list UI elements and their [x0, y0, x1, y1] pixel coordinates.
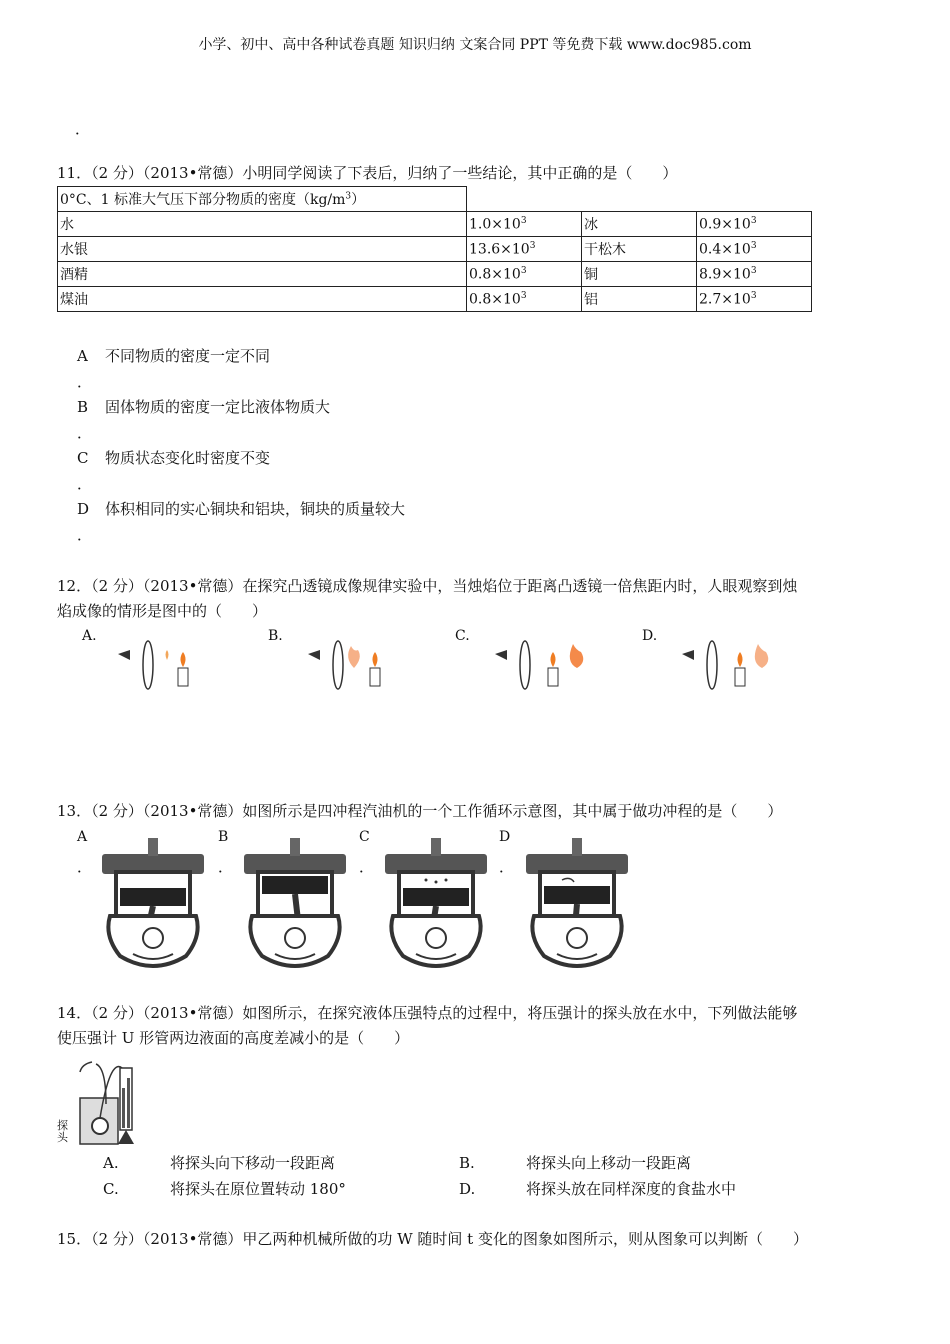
lens-figure-d[interactable] — [674, 640, 774, 695]
q12-label-d[interactable]: D. — [642, 628, 658, 644]
q11-option-d[interactable]: D 体积相同的实心铜块和铝块，铜块的质量较大 — [77, 500, 406, 518]
piston-icon — [403, 888, 469, 906]
q13-label-a[interactable]: A — [77, 829, 88, 845]
option-dot: ． — [218, 858, 234, 876]
eye-icon — [682, 650, 694, 660]
lens-figure-c[interactable] — [487, 640, 587, 695]
q11-option-a[interactable]: A 不同物质的密度一定不同 — [77, 347, 271, 365]
option-dot: ． — [499, 858, 515, 876]
stray-dot: ． — [75, 120, 91, 138]
q11-option-b[interactable]: B 固体物质的密度一定比液体物质大 — [77, 398, 331, 416]
image-flame-icon — [348, 646, 360, 668]
table-title: 0°C、1 标准大气压下部分物质的密度$(kg/m^3)$ — [58, 187, 467, 212]
q14-option-a[interactable]: A. 将探头向下移动一段距离 — [103, 1154, 336, 1172]
engine-figure-c[interactable] — [381, 836, 491, 970]
spark-plug-icon — [290, 838, 300, 856]
q11-stem: 11．（2 分）（2013•常德）小明同学阅读了下表后，归纳了一些结论，其中正确的是（ ） — [57, 164, 678, 182]
option-dot: ． — [77, 475, 93, 493]
page-header: 小学、初中、高中各种试卷真题 知识归纳 文案合同 PPT 等免费下载 www.doc985.com — [198, 37, 752, 53]
option-dot: ． — [77, 424, 93, 442]
image-flame-icon — [570, 644, 583, 668]
option-dot: ． — [359, 858, 375, 876]
q15-stem: 15．（2 分）（2013•常德）甲乙两种机械所做的功 W 随时间 t 变化的图象如图所示，则从图象可以判断（ ） — [57, 1230, 808, 1248]
q13-stem: 13．（2 分）（2013•常德）如图所示是四冲程汽油机的一个工作循环示意图，其中属于做功冲程的是（ ） — [57, 802, 783, 820]
q12-stem-line2: 焰成像的情形是图中的（ ） — [57, 602, 268, 620]
image-flame-icon — [166, 650, 169, 660]
stand-icon — [118, 1130, 134, 1144]
q14-option-c[interactable]: C. 将探头在原位置转动 180° — [103, 1180, 346, 1198]
probe-label: 探头 — [57, 1119, 68, 1144]
flame-icon — [373, 652, 378, 667]
candle-icon — [548, 668, 558, 686]
q12-label-c[interactable]: C. — [455, 628, 470, 644]
lens-figure-a[interactable] — [110, 640, 200, 695]
q12-label-a[interactable]: A. — [82, 628, 97, 644]
table-row: 水银 $13.6\times 10^3$ 干松木 $0.4\times 10^3$ — [58, 237, 812, 262]
spark-plug-icon — [572, 838, 582, 856]
lens-icon — [520, 641, 530, 689]
probe-icon — [92, 1118, 108, 1134]
option-dot: ． — [77, 373, 93, 391]
spark-plug-icon — [431, 838, 441, 856]
q12-stem-line1: 12．（2 分）（2013•常德）在探究凸透镜成像规律实验中，当烛焰位于距离凸透镜一倍焦距内时，人眼观察到烛 — [57, 577, 798, 595]
option-dot: ． — [77, 526, 93, 544]
u-tube-icon — [120, 1068, 132, 1130]
table-row: 水 $1.0\times 10^3$ 冰 $0.9\times 10^3$ — [58, 212, 812, 237]
piston-icon — [262, 876, 328, 894]
option-dot: ． — [77, 858, 93, 876]
eye-icon — [495, 650, 507, 660]
crankshaft-icon — [285, 928, 305, 948]
crankshaft-icon — [567, 928, 587, 948]
table-row: 煤油 $0.8\times 10^3$ 铝 $2.7\times 10^3$ — [58, 287, 812, 312]
candle-icon — [178, 668, 188, 686]
crankshaft-icon — [143, 928, 163, 948]
q13-label-d[interactable]: D — [499, 829, 511, 845]
eye-icon — [118, 650, 130, 660]
flame-icon — [551, 652, 556, 667]
q12-label-b[interactable]: B. — [268, 628, 283, 644]
engine-figure-b[interactable] — [240, 836, 350, 970]
lens-icon — [333, 641, 343, 689]
q14-stem-line2: 使压强计 U 形管两边液面的高度差减小的是（ ） — [57, 1029, 410, 1047]
table-row: 酒精 $0.8\times 10^3$ 铜 $8.9\times 10^3$ — [58, 262, 812, 287]
spark-plug-icon — [148, 838, 158, 856]
flame-icon — [181, 652, 186, 667]
piston-icon — [120, 888, 186, 906]
candle-icon — [735, 668, 745, 686]
q14-option-d[interactable]: D. 将探头放在同样深度的食盐水中 — [459, 1180, 737, 1198]
density-table — [57, 186, 812, 312]
piston-icon — [544, 886, 610, 904]
q13-label-c[interactable]: C — [359, 829, 370, 845]
lens-icon — [143, 641, 153, 689]
q11-option-c[interactable]: C 物质状态变化时密度不变 — [77, 449, 271, 467]
q14-option-b[interactable]: B. 将探头向上移动一段距离 — [459, 1154, 692, 1172]
image-flame-icon — [755, 644, 768, 668]
lens-figure-b[interactable] — [300, 640, 390, 695]
engine-figure-d[interactable] — [522, 836, 632, 970]
crankshaft-icon — [426, 928, 446, 948]
eye-icon — [308, 650, 320, 660]
q13-label-b[interactable]: B — [218, 829, 229, 845]
lens-icon — [707, 641, 717, 689]
flame-icon — [738, 652, 743, 667]
candle-icon — [370, 668, 380, 686]
engine-figure-a[interactable] — [98, 836, 208, 970]
q14-stem-line1: 14．（2 分）（2013•常德）如图所示，在探究液体压强特点的过程中，将压强计的探头放在水中，下列做法能够 — [57, 1004, 798, 1022]
